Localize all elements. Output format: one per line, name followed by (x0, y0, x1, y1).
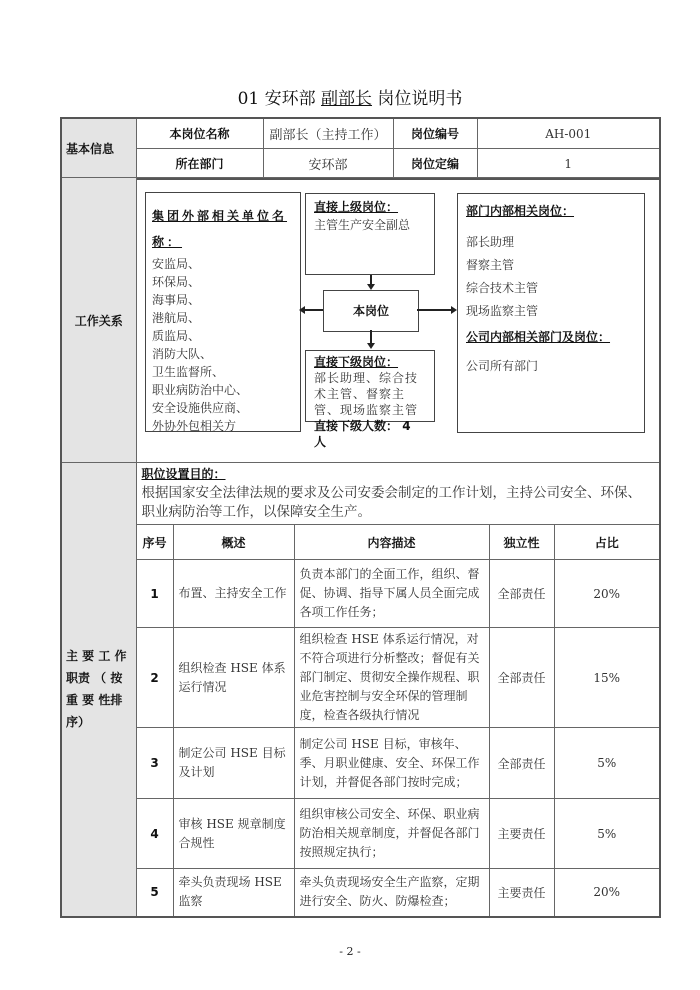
external-unit-item: 海事局、 (152, 293, 201, 307)
row-ratio: 5% (554, 728, 660, 799)
external-unit-item: 消防大队、 (152, 347, 213, 361)
row-summary: 组织检查 HSE 体系运行情况 (173, 628, 294, 728)
internal-positions-box (457, 193, 645, 433)
external-unit-item: 环保局、 (152, 275, 201, 289)
row-description: 牵头负责现场安全生产监察，定期进行安全、防火、防爆检查； (294, 869, 489, 917)
quota-label: 岗位定编 (393, 149, 477, 180)
position-code-label: 岗位编号 (393, 118, 477, 149)
row-summary: 制定公司 HSE 目标及计划 (173, 728, 294, 799)
table-row (61, 728, 660, 799)
internal-position-item: 现场监察主管 (466, 304, 539, 318)
department-label: 所在部门 (136, 149, 263, 180)
table-row (61, 869, 660, 917)
row-ratio: 15% (554, 628, 660, 728)
subordinate-header: 直接下级岗位： (314, 355, 399, 369)
self-position-label: 本岗位 (352, 304, 389, 318)
row-summary: 审核 HSE 规章制度合规性 (173, 799, 294, 869)
row-ratio: 20% (554, 869, 660, 917)
internal-header: 部门内部相关岗位： (466, 204, 575, 218)
external-units-list (152, 255, 294, 435)
header-independence: 独立性 (489, 525, 554, 560)
row-no: 5 (136, 869, 173, 917)
subordinate-value: 部长助理、综合技术主管、督察主管、现场监察主管 (314, 371, 419, 417)
row-independence: 主要责任 (489, 799, 554, 869)
external-unit-item: 安监局、 (152, 257, 201, 271)
external-unit-item: 卫生监督所、 (152, 365, 225, 379)
position-name-value: 副部长（主持工作） (263, 118, 393, 149)
arrow-head-icon (367, 343, 375, 349)
basic-info-label: 基本信息 (61, 118, 136, 179)
superior-value: 主管生产安全副总 (314, 218, 411, 232)
position-name-label: 本岗位名称 (136, 118, 263, 149)
row-ratio: 20% (554, 560, 660, 628)
subordinate-box (305, 350, 435, 449)
internal-position-item: 部长助理 (466, 235, 515, 249)
internal-position-item: 综合技术主管 (466, 281, 539, 295)
row-independence: 全部责任 (489, 628, 554, 728)
title-suffix: 岗位说明书 (377, 89, 463, 109)
external-unit-item: 外协外包相关方 (152, 419, 237, 433)
arrow-right-icon (417, 309, 451, 311)
position-code-value: AH-001 (477, 118, 660, 149)
external-unit-item: 质监局、 (152, 329, 201, 343)
superior-box (305, 193, 435, 275)
purpose-label: 职位设置目的： (141, 467, 226, 481)
row-description: 组织审核公司安全、环保、职业病防治相关规章制度，并督促各部门按照规定执行； (294, 799, 489, 869)
page-title (0, 84, 700, 109)
work-relations-label: 工作关系 (61, 178, 136, 463)
row-summary: 布置、主持安全工作 (173, 560, 294, 628)
row-no: 3 (136, 728, 173, 799)
title-prefix: 01 安环部 (237, 89, 316, 109)
header-description: 内容描述 (294, 525, 489, 560)
row-ratio: 5% (554, 799, 660, 869)
row-summary: 牵头负责现场 HSE 监察 (173, 869, 294, 917)
subordinate-count: 4 人 (314, 419, 411, 449)
duties-label: 主 要 工 作 职责 （ 按 重 要 性排序） (61, 463, 136, 917)
external-units-header: 集团外部相关单位名称： (152, 209, 288, 249)
duties-table (60, 462, 661, 918)
row-description: 制定公司 HSE 目标，审核年、季、月职业健康、安全、环保工作计划，并督促各部门按时完成； (294, 728, 489, 799)
arrow-left-icon (305, 309, 323, 311)
header-no: 序号 (136, 525, 173, 560)
superior-header: 直接上级岗位： (314, 200, 399, 214)
company-header: 公司内部相关部门及岗位： (466, 330, 611, 344)
table-row (61, 799, 660, 869)
arrow-down-icon (370, 330, 372, 344)
purpose-text: 根据国家安全法律法规的要求及公司安委会制定的工作计划，主持公司安全、环保、职业病防治等工作，以保障安全生产。 (141, 485, 641, 520)
department-value: 安环部 (263, 149, 393, 180)
self-position-box (323, 290, 419, 332)
company-value: 公司所有部门 (466, 359, 539, 373)
quota-value: 1 (477, 149, 660, 180)
title-position: 副部长 (321, 89, 373, 109)
row-independence: 全部责任 (489, 728, 554, 799)
table-row (61, 560, 660, 628)
external-unit-item: 港航局、 (152, 311, 201, 325)
arrow-left-head-icon (299, 306, 305, 314)
page-number: - 2 - (339, 945, 361, 958)
external-unit-item: 职业病防治中心、 (152, 383, 249, 397)
header-summary: 概述 (173, 525, 294, 560)
basic-info-table (60, 117, 661, 180)
row-no: 4 (136, 799, 173, 869)
row-independence: 主要责任 (489, 869, 554, 917)
internal-position-item: 督察主管 (466, 258, 515, 272)
table-row (61, 628, 660, 728)
external-unit-item: 安全设施供应商、 (152, 401, 249, 415)
table-header-row (61, 525, 660, 560)
external-units-box (145, 192, 301, 432)
row-independence: 全部责任 (489, 560, 554, 628)
row-no: 1 (136, 560, 173, 628)
header-ratio: 占比 (554, 525, 660, 560)
row-description: 组织检查 HSE 体系运行情况，对不符合项进行分析整改；督促有关部门制定、贯彻安全操作规程、职业危害控制与安全环保的管理制度，检查各级执行情况 (294, 628, 489, 728)
row-no: 2 (136, 628, 173, 728)
internal-positions-list (466, 231, 636, 323)
subordinate-count-label: 直接下级人数： (314, 419, 399, 433)
row-description: 负责本部门的全面工作，组织、督促、协调、指导下属人员全面完成各项工作任务； (294, 560, 489, 628)
